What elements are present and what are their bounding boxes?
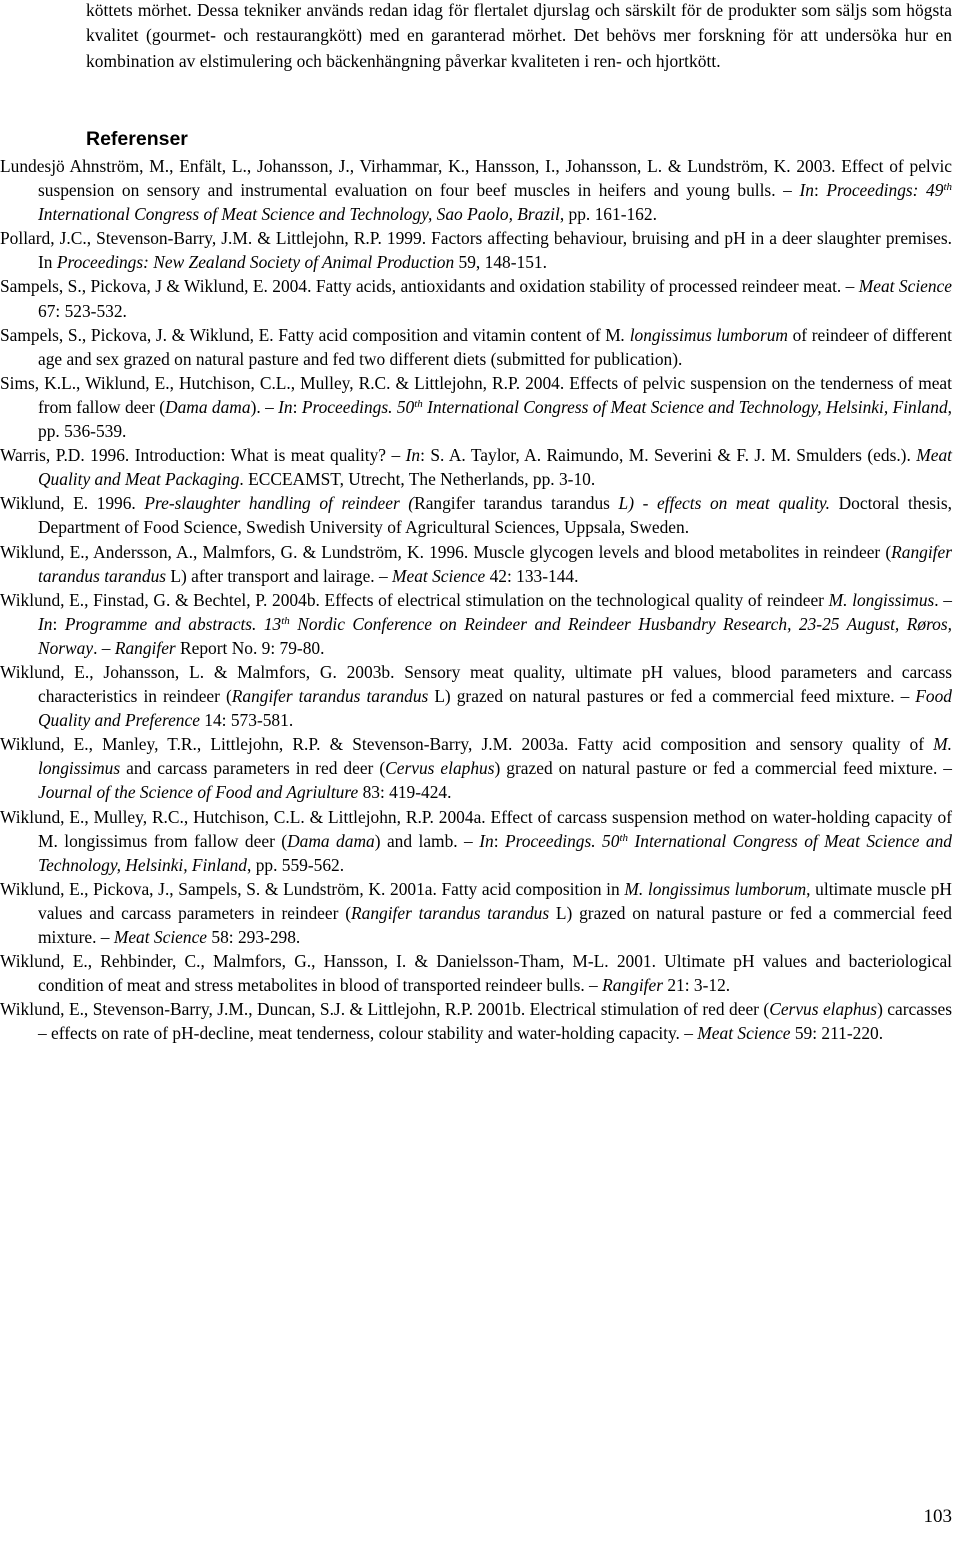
ref-text: 67: 523-532. bbox=[38, 300, 127, 321]
ref-text: Rangifer tarandus tarandus bbox=[414, 493, 610, 514]
reference-item bbox=[0, 491, 952, 539]
ref-italic: International Congress of Meat Science and Technology, Sao Paolo, Brazil bbox=[38, 204, 560, 225]
ref-italic: Meat Science bbox=[113, 927, 208, 947]
ref-italic: In bbox=[38, 613, 53, 634]
reference-item bbox=[0, 732, 952, 804]
ref-text: 59, 148-151. bbox=[454, 252, 547, 273]
ref-italic: M. longissimus lumborum bbox=[624, 878, 807, 899]
ref-text: 42: 133-144. bbox=[485, 565, 579, 586]
ref-italic: Rangifer tarandus tarandus bbox=[38, 541, 952, 586]
ref-text: , pp. 536-539. bbox=[38, 396, 952, 442]
ref-text: Wiklund, E., Andersson, A., Malmfors, G. & Lundström, K. 1996. Muscle glycogen levels and blood metabolites in reindeer ( bbox=[0, 541, 892, 562]
ref-text: ). – bbox=[250, 396, 279, 417]
ref-text: and carcass parameters in red deer ( bbox=[120, 758, 386, 779]
ref-italic: Meat Science bbox=[858, 276, 952, 297]
ref-italic: Rangifer bbox=[602, 975, 663, 996]
ref-text: Wiklund, E., Manley, T.R., Littlejohn, R.P. & Stevenson-Barry, J.M. 2003a. Fatty acid composition and sensory quality of bbox=[0, 734, 934, 755]
reference-item bbox=[0, 371, 952, 443]
ref-text: : bbox=[493, 830, 505, 851]
ref-text: 83: 419-424. bbox=[358, 782, 452, 803]
ref-text: Wiklund, E. 1996. bbox=[0, 493, 145, 514]
intro-paragraph: köttets mörhet. Dessa tekniker används redan idag för flertalet djurslag och särskilt för de produkter som säljs som högsta kvalitet (gourmet- och restaurangkött) med en garanterad mörhet. Det behövs mer forskning för att undersöka hur en kombination av elstimulering och bäckenhängning påverkar kvaliteten i ren- och hjortkött. bbox=[86, 0, 952, 71]
ref-italic: Dama dama bbox=[287, 830, 375, 851]
ref-italic: Rangifer tarandus tarandus bbox=[231, 686, 429, 707]
ref-italic: Rangifer tarandus tarandus bbox=[351, 902, 550, 923]
ref-superscript: th bbox=[281, 614, 290, 627]
ref-text: Sims, K.L., Wiklund, E., Hutchison, C.L., Mulley, R.C. & Littlejohn, R.P. 2004. Effects of pelvic suspension on the tenderness of meat from fallow deer ( bbox=[0, 372, 952, 417]
section-heading: Referenser bbox=[86, 128, 188, 150]
reference-item bbox=[0, 274, 952, 322]
ref-text: Report No. 9: 79-80. bbox=[175, 637, 325, 658]
ref-text: L) grazed on natural pasture or fed a commercial feed mixture. – bbox=[38, 902, 953, 947]
ref-text: of reindeer of different age and sex grazed on natural pasture and fed two different diets (submitted for publication). bbox=[38, 324, 952, 369]
reference-list bbox=[0, 154, 952, 1045]
ref-italic: Proceedings: 49 bbox=[826, 180, 944, 201]
ref-text: Wiklund, E., Johansson, L. & Malmfors, G. 2003b. Sensory meat quality, ultimate pH values, blood parameters and carcass characteristics in reindeer ( bbox=[0, 661, 952, 707]
ref-italic: . longissimus lumborum bbox=[620, 324, 788, 345]
ref-italic: Meat Science bbox=[392, 565, 486, 586]
ref-italic: Cervus elaphus bbox=[385, 758, 495, 779]
ref-text: Wiklund, E., Pickova, J., Sampels, S. & Lundström, K. 2001a. Fatty acid composition in bbox=[0, 878, 625, 899]
ref-italic: Proceedings: New Zealand Society of Animal Production bbox=[56, 252, 455, 273]
ref-italic: In bbox=[799, 180, 814, 201]
ref-text: 58: 293-298. bbox=[207, 927, 301, 947]
ref-italic: Meat Quality and Meat Packaging bbox=[38, 445, 952, 490]
ref-italic: M. longissimus bbox=[38, 734, 952, 779]
ref-italic: In bbox=[479, 830, 494, 851]
reference-item bbox=[0, 154, 952, 226]
ref-text: : bbox=[813, 180, 827, 201]
ref-text: ) carcasses – effects on rate of pH-decline, meat tenderness, colour stability and water-holding capacity. – bbox=[38, 999, 952, 1044]
ref-text: : bbox=[52, 613, 65, 634]
reference-item bbox=[0, 877, 952, 949]
ref-italic: L) - effects on meat quality. bbox=[609, 493, 831, 514]
ref-text: Wiklund, E., Mulley, R.C., Hutchison, C.L. & Littlejohn, R.P. 2004a. Effect of carcass suspension method on water-holding capacity of M. longissimus from fallow deer ( bbox=[0, 806, 952, 851]
ref-text: . – bbox=[934, 589, 952, 610]
ref-text: Doctoral thesis, Department of Food Science, Swedish University of Agricultural Sciences, Uppsala, Sweden. bbox=[38, 493, 952, 538]
ref-italic: M. longissimus bbox=[828, 589, 935, 610]
ref-text: L) after transport and lairage. – bbox=[166, 565, 393, 586]
ref-italic: Cervus elaphus bbox=[769, 999, 878, 1020]
reference-item bbox=[0, 949, 952, 997]
ref-text: ) grazed on natural pasture or fed a commercial feed mixture. – bbox=[494, 758, 953, 779]
ref-text: Sampels, S., Pickova, J. & Wiklund, E. Fatty acid composition and vitamin content of M bbox=[0, 324, 621, 345]
ref-text: : bbox=[292, 396, 302, 417]
page-number: 103 bbox=[923, 1506, 952, 1527]
reference-item bbox=[0, 226, 952, 274]
ref-italic: Proceedings. 50 bbox=[301, 396, 415, 417]
ref-italic: In bbox=[405, 445, 421, 466]
ref-superscript: th bbox=[414, 397, 423, 410]
ref-superscript: th bbox=[619, 831, 629, 844]
ref-text: , ultimate muscle pH values and carcass parameters in reindeer ( bbox=[38, 878, 952, 923]
ref-italic: Rangifer bbox=[114, 637, 176, 658]
ref-text: Pollard, J.C., Stevenson-Barry, J.M. & Littlejohn, R.P. 1999. Factors affecting behaviour, bruising and pH in a deer slaughter premises. In bbox=[0, 228, 952, 273]
ref-text: Wiklund, E., Stevenson-Barry, J.M., Duncan, S.J. & Littlejohn, R.P. 2001b. Electrical stimulation of red deer ( bbox=[0, 999, 770, 1020]
ref-text: 14: 573-581. bbox=[199, 710, 294, 731]
ref-text: . – bbox=[93, 637, 115, 658]
ref-text: ) and lamb. – bbox=[374, 830, 480, 851]
ref-italic: Food Quality and Preference bbox=[38, 686, 953, 731]
ref-italic: Dama dama bbox=[165, 396, 251, 417]
ref-text: . ECCEAMST, Utrecht, The Netherlands, pp. 3-10. bbox=[239, 469, 596, 490]
ref-italic: International Congress of Meat Science and Technology, Helsinki, Finland bbox=[38, 830, 952, 875]
reference-item bbox=[0, 660, 952, 732]
ref-text: Wiklund, E., Finstad, G. & Bechtel, P. 2004b. Effects of electrical stimulation on the technological quality of reindeer bbox=[0, 589, 829, 610]
reference-item bbox=[0, 997, 952, 1045]
ref-italic: International Congress of Meat Science and Technology, Helsinki, Finland bbox=[422, 396, 948, 417]
ref-text: 59: 211-220. bbox=[790, 1023, 884, 1044]
reference-item bbox=[0, 323, 952, 371]
ref-text: Wiklund, E., Rehbinder, C., Malmfors, G., Hansson, I. & Danielsson-Tham, M-L. 2001. Ultimate pH values and bacteriological condition of meat and stress metabolites in blood of transported reindeer bulls. – bbox=[0, 951, 952, 996]
reference-item bbox=[0, 443, 952, 491]
ref-text: Warris, P.D. 1996. Introduction: What is meat quality? – bbox=[0, 445, 406, 466]
ref-italic: Journal of the Science of Food and Agriulture bbox=[38, 782, 359, 803]
reference-item bbox=[0, 540, 952, 588]
ref-italic: Programme and abstracts. 13 bbox=[64, 613, 282, 634]
reference-item bbox=[0, 805, 952, 877]
ref-italic: Pre-slaughter handling of reindeer ( bbox=[144, 493, 415, 514]
reference-item bbox=[0, 588, 952, 660]
ref-text: , pp. 161-162. bbox=[559, 204, 657, 225]
ref-text: Sampels, S., Pickova, J & Wiklund, E. 2004. Fatty acids, antioxidants and oxidation stability of processed reindeer meat. – bbox=[0, 276, 859, 297]
ref-italic: Meat Science bbox=[697, 1023, 791, 1044]
ref-italic: In bbox=[278, 396, 293, 417]
ref-italic: Proceedings. 50 bbox=[504, 830, 620, 851]
ref-text: L) grazed on natural pastures or fed a commercial feed mixture. – bbox=[428, 686, 916, 707]
ref-superscript: th bbox=[943, 181, 952, 194]
ref-text: Lundesjö Ahnström, M., Enfält, L., Johansson, J., Virhammar, K., Hansson, I., Johansson, L. & Lundström, K. 2003. Effect of pelvic suspension on sensory and instrumental evaluation on four beef muscles in heifers and young bulls. – bbox=[0, 156, 952, 201]
ref-text: 21: 3-12. bbox=[662, 975, 731, 996]
ref-text: , pp. 559-562. bbox=[247, 854, 345, 875]
ref-italic: Nordic Conference on Reindeer and Reindeer Husbandry Research, 23-25 August, Røros, Norway bbox=[38, 613, 952, 658]
ref-text: : S. A. Taylor, A. Raimundo, M. Severini & F. J. M. Smulders (eds.). bbox=[420, 445, 917, 466]
